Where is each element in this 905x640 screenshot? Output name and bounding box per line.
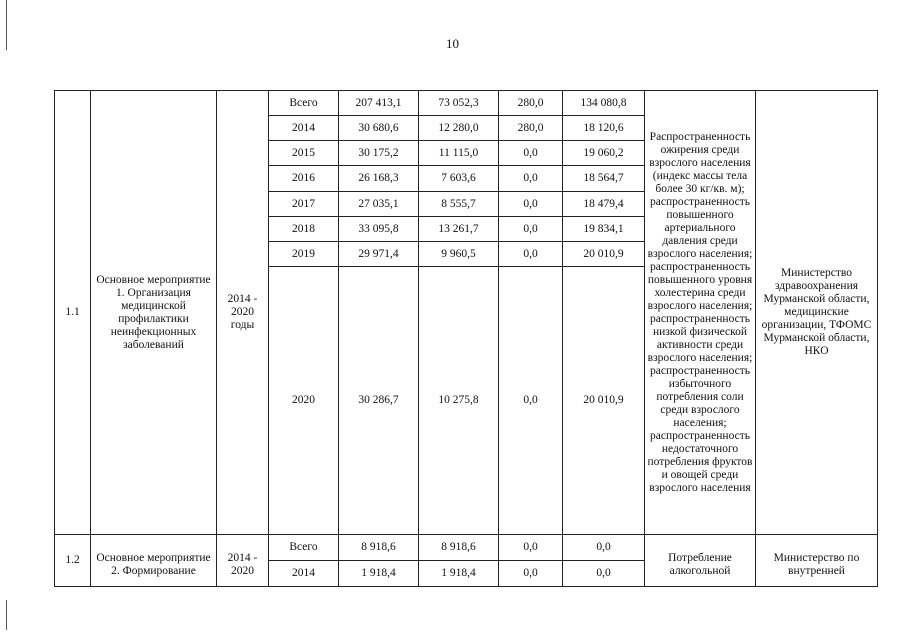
amount-regional: 73 052,3: [419, 91, 499, 116]
amount-federal: 280,0: [499, 91, 563, 116]
amount-total: 30 175,2: [339, 141, 419, 166]
year-cell: 2019: [269, 242, 339, 267]
scan-edge-mark: [6, 600, 7, 630]
year-cell: Всего: [269, 91, 339, 116]
year-cell: 2014: [269, 116, 339, 141]
amount-federal: 0,0: [499, 561, 563, 587]
amount-regional: 8 555,7: [419, 192, 499, 217]
amount-federal: 0,0: [499, 217, 563, 242]
amount-total: 207 413,1: [339, 91, 419, 116]
amount-federal: 0,0: [499, 166, 563, 192]
amount-regional: 9 960,5: [419, 242, 499, 267]
activity-period: 2014 - 2020 годы: [217, 91, 269, 535]
amount-regional: 7 603,6: [419, 166, 499, 192]
amount-other: 0,0: [563, 561, 645, 587]
amount-federal: 0,0: [499, 535, 563, 561]
indicators-cell: Распространенность ожирения среди взрослого населения (индекс массы тела более 30 кг/кв. м); распространенность повышенного артериального давления среди взрослого населения; распространенность повышенного уровня холестерина среди взрослого населения; распространенность низкой физической активности среди взрослого населения; распространенность избыточного потребления соли среди взрослого населения; распространенность недостаточного потребления фруктов и овощей среди взрослого населения: [645, 91, 756, 535]
amount-federal: 0,0: [499, 242, 563, 267]
amount-federal: 0,0: [499, 141, 563, 166]
amount-federal: 280,0: [499, 116, 563, 141]
amount-total: 29 971,4: [339, 242, 419, 267]
year-cell: 2017: [269, 192, 339, 217]
activity-period: 2014 - 2020: [217, 535, 269, 587]
executors-cell: Министерство здравоохранения Мурманской области, медицинские организации, ТФОМС Мурманской области, НКО: [756, 91, 878, 535]
amount-other: 134 080,8: [563, 91, 645, 116]
year-cell: 2018: [269, 217, 339, 242]
year-cell: 2015: [269, 141, 339, 166]
activity-name: Основное мероприятие 2. Формирование: [91, 535, 217, 587]
program-table: [54, 90, 878, 587]
amount-other: 20 010,9: [563, 267, 645, 535]
indicators-cell: Потребление алкогольной: [645, 535, 756, 587]
amount-total: 33 095,8: [339, 217, 419, 242]
section-number: 1.1: [55, 91, 91, 535]
amount-regional: 12 280,0: [419, 116, 499, 141]
table-row: [55, 535, 878, 561]
amount-federal: 0,0: [499, 192, 563, 217]
amount-total: 26 168,3: [339, 166, 419, 192]
amount-federal: 0,0: [499, 267, 563, 535]
amount-other: 18 120,6: [563, 116, 645, 141]
page-number: 10: [446, 36, 459, 51]
amount-other: 19 060,2: [563, 141, 645, 166]
amount-total: 8 918,6: [339, 535, 419, 561]
year-cell: 2016: [269, 166, 339, 192]
year-cell: 2014: [269, 561, 339, 587]
activity-name: Основное мероприятие 1. Организация медицинской профилактики неинфекционных заболеваний: [91, 91, 217, 535]
amount-total: 30 286,7: [339, 267, 419, 535]
amount-other: 18 564,7: [563, 166, 645, 192]
year-cell: Всего: [269, 535, 339, 561]
amount-other: 18 479,4: [563, 192, 645, 217]
section-number: 1.2: [55, 535, 91, 587]
table-row: [55, 91, 878, 116]
amount-other: 19 834,1: [563, 217, 645, 242]
year-cell: 2020: [269, 267, 339, 535]
amount-regional: 10 275,8: [419, 267, 499, 535]
amount-total: 27 035,1: [339, 192, 419, 217]
amount-regional: 13 261,7: [419, 217, 499, 242]
amount-regional: 1 918,4: [419, 561, 499, 587]
executors-cell: Министерство по внутренней: [756, 535, 878, 587]
amount-other: 20 010,9: [563, 242, 645, 267]
amount-regional: 8 918,6: [419, 535, 499, 561]
amount-other: 0,0: [563, 535, 645, 561]
amount-total: 30 680,6: [339, 116, 419, 141]
amount-total: 1 918,4: [339, 561, 419, 587]
amount-regional: 11 115,0: [419, 141, 499, 166]
